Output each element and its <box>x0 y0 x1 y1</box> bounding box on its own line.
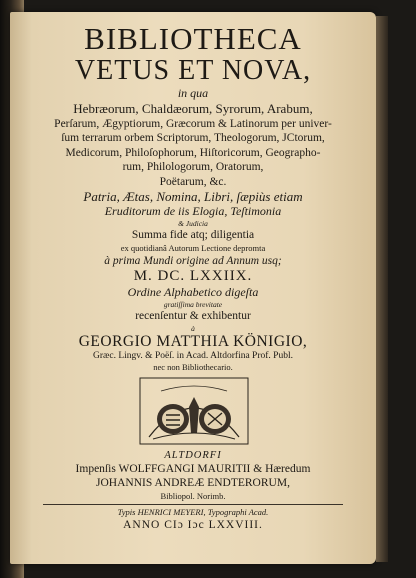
printer-device-emblem <box>139 377 249 445</box>
author-title-1: Græc. Lingv. & Poëſ. in Acad. Altdorfina Prof. Publ. <box>93 350 293 361</box>
year-roman: M. DC. LXXIIX. <box>133 268 253 284</box>
imprint-rule <box>43 504 343 505</box>
method-line-1: Summa fide atq; diligentia <box>131 229 255 241</box>
nations-line-2: Perſarum, Ægyptiorum, Græcorum & Latinorum per univer- <box>54 117 332 130</box>
title-line-2: VETUS ET NOVA, <box>74 55 312 86</box>
method-line-2: ex quotidianâ Autorum Lectione depromta <box>120 242 266 253</box>
title-page-text <box>10 22 376 532</box>
order-line-3: recenſentur & exhibentur <box>135 310 251 322</box>
nations-line-6: Poëtarum, &c. <box>159 175 227 188</box>
imprint-publisher-1: Impenſis WOLFFGANGI MAURITII & Hæredum <box>75 462 311 475</box>
nations-line-1: Hebræorum, Chaldæorum, Syrorum, Arabum, <box>73 101 313 116</box>
order-line-4: à <box>191 323 195 333</box>
imprint-date: ANNO CIɔ Iɔc LXXVIII. <box>123 518 263 531</box>
nations-line-3: ſum terrarum orbem Scriptorum, Theologorum, JCtorum, <box>61 132 325 144</box>
in-qua: in qua <box>177 86 209 100</box>
order-line-1: Ordine Alphabetico digeſta <box>127 285 259 299</box>
nations-line-5: rum, Philologorum, Oratorum, <box>122 161 264 173</box>
imprint-publisher-2: JOHANNIS ANDREÆ ENDTERORUM, <box>96 477 290 489</box>
subjects-line-1: Patria, Ætas, Nomina, Libri, ſæpiùs etiam <box>83 189 303 204</box>
imprint-printer: Typis HENRICI MEYERI, Typographi Acad. <box>117 506 269 517</box>
nations-line-4: Medicorum, Philoſophorum, Hiſtoricorum, Geographo- <box>65 146 321 159</box>
author-name: GEORGIO MATTHIA KÖNIGIO, <box>78 332 308 350</box>
imprint-publisher-3: Bibliopol. Norimb. <box>160 490 226 501</box>
subjects-line-3: & Judicia <box>178 219 208 228</box>
order-line-2: gratiſſima brevitate <box>163 300 223 309</box>
method-line-3: à prima Mundi origine ad Annum usq; <box>104 254 282 267</box>
title-line-1: BIBLIOTHECA <box>84 21 302 56</box>
subjects-line-2: Eruditorum de iis Elogia, Teſtimonia <box>104 204 282 218</box>
imprint-place: ALTDORFI <box>164 449 222 461</box>
page-edge-shadow <box>376 16 388 562</box>
author-title-2: nec non Bibliothecario. <box>153 361 233 372</box>
